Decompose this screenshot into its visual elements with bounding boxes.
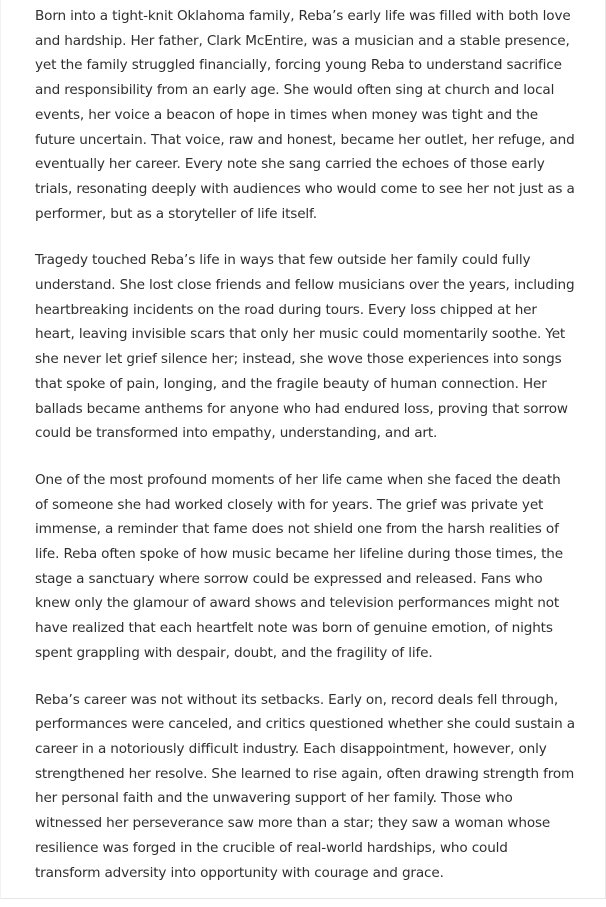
article-body — [35, 4, 577, 907]
paragraph-setbacks: Reba’s career was not without its setbacks. Early on, record deals fell through, performances were canceled, and critics questioned whether she could sustain a career in a notoriously difficult industry. Each disappointment, however, only strengthened her resolve. She learned to rise again, often drawing strength from her personal faith and the unwavering support of her family. Those who witnessed her perseverance saw more than a star; they saw a woman whose resilience was forged in the crucible of real-world hardships, who could transform adversity into opportunity with courage and grace. — [35, 691, 575, 881]
paragraph-early-life: Born into a tight-knit Oklahoma family, Reba’s early life was filled with both love and hardship. Her father, Clark McEntire, was a musician and a stable presence, yet the family struggled financially, forcing young Reba to understand sacrifice and responsibility from an early age. She would often sing at church and local events, her voice a beacon of hope in times when money was tight and the future uncertain. That voice, raw and honest, became her outlet, her refuge, and eventually her career. Every note she sang carried the echoes of those early trials, resonating deeply with audiences who would come to see her not just as a performer, but as a storyteller of life itself. — [35, 8, 575, 222]
paragraph-profound-moment: One of the most profound moments of her life came when she faced the death of someone she had worked closely with for years. The grief was private yet immense, a reminder that fame does not shield one from the harsh realities of life. Reba often spoke of how music became her lifeline during those times, the stage a sanctuary where sorrow could be expressed and released. Fans who knew only the glamour of award shows and television performances might not have realized that each heartfelt note was born of genuine emotion, of nights spent grappling with despair, doubt, and the fragility of life. — [35, 471, 563, 661]
paragraph-tragedy: Tragedy touched Reba’s life in ways that few outside her family could fully understand. She lost close friends and fellow musicians over the years, including heartbreaking incidents on the road during tours. Every loss chipped at her heart, leaving invisible scars that only her music could momentarily soothe. Yet she never let grief silence her; instead, she wove those experiences into songs that spoke of pain, longing, and the fragile beauty of human connection. Her ballads became anthems for anyone who had endured loss, proving that sorrow could be transformed into empathy, understanding, and art. — [35, 252, 575, 442]
